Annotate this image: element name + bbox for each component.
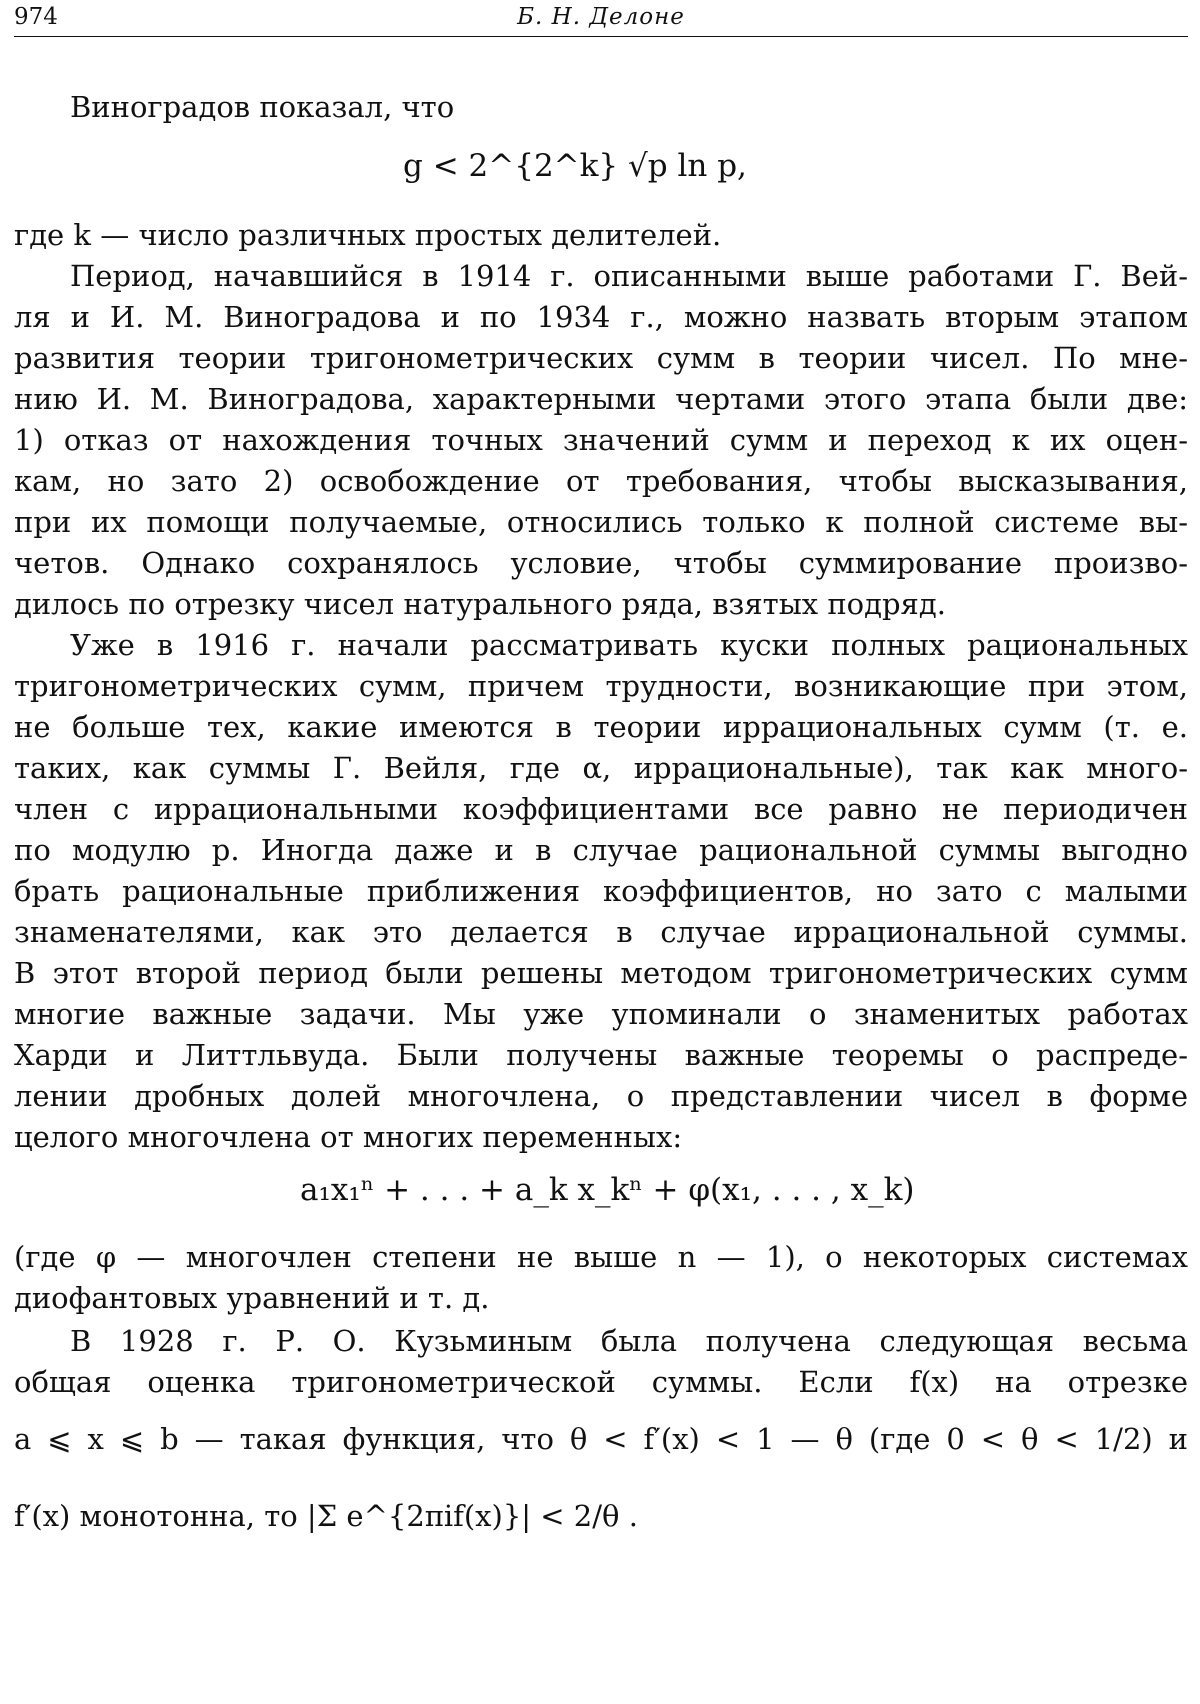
text-line: Виноградов показал, что — [70, 90, 455, 124]
text-line: при их помощи получаемые, относились только к полной системе вы- — [14, 505, 1188, 539]
text-line: Уже в 1916 г. начали рассматривать куски полных рациональных — [70, 628, 1188, 662]
text-line: f′(x) монотонна, то |Σ e^{2πif(x)}| < 2/θ . — [14, 1499, 638, 1533]
text-line: кам, но зато 2) освобождение от требования, чтобы высказывания, — [14, 464, 1188, 498]
text-line: В 1928 г. Р. О. Кузьминым была получена следующая весьма — [70, 1324, 1188, 1358]
text-line: таких, как суммы Г. Вейля, где α, иррациональные), так как много- — [14, 751, 1188, 785]
text-line: общая оценка тригонометрической суммы. Если f(x) на отрезке — [14, 1365, 1188, 1399]
text-line: тригонометрических сумм, причем трудности, возникающие при этом, — [14, 669, 1188, 703]
text-line: лении дробных долей многочлена, о представлении чисел в форме — [14, 1079, 1188, 1113]
text-line: Харди и Литтльвуда. Были получены важные теоремы о распреде- — [14, 1038, 1188, 1072]
formula-vinogradov-bound — [403, 148, 747, 184]
text-line: (где φ — многочлен степени не выше n — 1), о некоторых системах — [14, 1240, 1188, 1274]
text-line: по модулю p. Иногда даже и в случае рациональной суммы выгодно — [14, 833, 1188, 867]
text-line: четов. Однако сохранялось условие, чтобы суммирование произво- — [14, 546, 1188, 580]
text-line: знаменателями, как это делается в случае иррациональной суммы. — [14, 915, 1188, 949]
running-head: Б. Н. Делоне — [517, 4, 685, 30]
page-header — [14, 0, 1188, 37]
text-line: дилось по отрезку чисел натурального ряда, взятых подряд. — [14, 587, 946, 621]
text-line: многие важные задачи. Мы уже упоминали о знаменитых работах — [14, 997, 1188, 1031]
text-line: где k — число различных простых делителей. — [14, 218, 722, 252]
text-line: Период, начавшийся в 1914 г. описанными выше работами Г. Вей- — [70, 259, 1188, 293]
text-line: ля и И. М. Виноградова и по 1934 г., можно назвать вторым этапом — [14, 300, 1188, 334]
text-line: член с иррациональными коэффициентами все равно не периодичен — [14, 792, 1188, 826]
text-line: 1) отказ от нахождения точных значений сумм и переход к их оцен- — [14, 423, 1188, 457]
text-line: развития теории тригонометрических сумм в теории чисел. По мне- — [14, 341, 1188, 375]
formula-text: g < 2^{2^k} √p ln p, — [403, 148, 747, 184]
text-line: целого многочлена от многих переменных: — [14, 1120, 683, 1154]
formula-text: a₁x₁ⁿ + . . . + a_k x_kⁿ + φ(x₁, . . . , x_k) — [300, 1172, 915, 1208]
text-line: диофантовых уравнений и т. д. — [14, 1281, 490, 1315]
page-number: 974 — [14, 4, 58, 30]
text-line: нию И. М. Виноградова, характерными чертами этого этапа были две: — [14, 382, 1188, 416]
text-line: a ⩽ x ⩽ b — такая функция, что θ < f′(x) < 1 — θ (где 0 < θ < 1/2) и — [14, 1422, 1188, 1456]
text-line: В этот второй период были решены методом тригонометрических сумм — [14, 956, 1188, 990]
text-line: брать рациональные приближения коэффициентов, но зато с малыми — [14, 874, 1188, 908]
formula-polynomial-form — [300, 1172, 914, 1208]
text-line: не больше тех, какие имеются в теории иррациональных сумм (т. е. — [14, 710, 1188, 744]
